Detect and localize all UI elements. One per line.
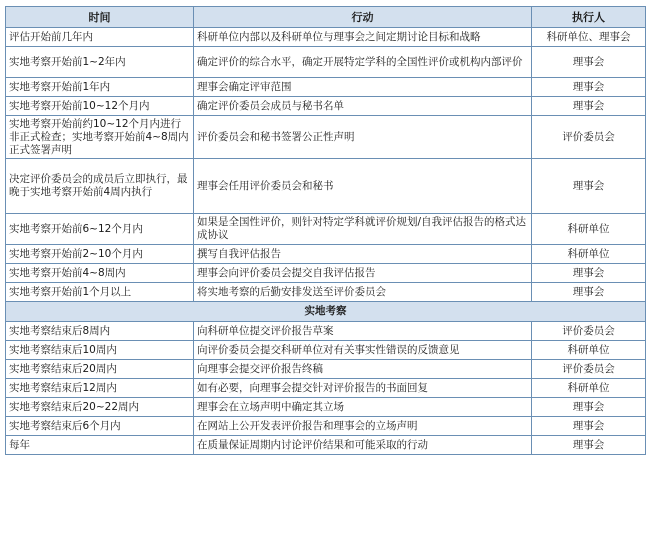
row-action-cell: 在网站上公开发表评价报告和理事会的立场声明 — [194, 417, 532, 436]
row-owner-cell: 理事会 — [532, 159, 646, 214]
row-time-cell: 实地考察结束后20周内 — [6, 360, 194, 379]
row-owner-cell: 科研单位 — [532, 214, 646, 245]
row-owner-cell: 科研单位 — [532, 245, 646, 264]
row-action-cell: 将实地考察的后勤安排发送至评价委员会 — [194, 283, 532, 302]
row-action-cell: 如果是全国性评价，则针对特定学科就评价规划/自我评估报告的格式达成协议 — [194, 214, 532, 245]
row-owner-cell: 理事会 — [532, 283, 646, 302]
row-time-cell: 实地考察开始前10~12个月内 — [6, 97, 194, 116]
section-title: 实地考察 — [6, 302, 646, 322]
row-time-cell: 每年 — [6, 436, 194, 455]
table-row — [6, 116, 646, 159]
row-action-cell: 理事会任用评价委员会和秘书 — [194, 159, 532, 214]
row-time-cell: 实地考察结束后8周内 — [6, 322, 194, 341]
row-action-cell: 理事会确定评审范围 — [194, 78, 532, 97]
row-action-cell: 评价委员会和秘书签署公正性声明 — [194, 116, 532, 159]
row-time-cell: 实地考察开始前2~10个月内 — [6, 245, 194, 264]
header-action: 行动 — [194, 7, 532, 28]
table-row — [6, 159, 646, 214]
row-action-cell: 确定评价的综合水平，确定开展特定学科的全国性评价或机构内部评价 — [194, 47, 532, 78]
table-row — [6, 78, 646, 97]
row-time-cell: 评估开始前几年内 — [6, 28, 194, 47]
row-time-cell: 实地考察开始前1~2年内 — [6, 47, 194, 78]
table-row — [6, 360, 646, 379]
row-action-cell: 向理事会提交评价报告终稿 — [194, 360, 532, 379]
row-time-cell: 实地考察结束后20~22周内 — [6, 398, 194, 417]
row-action-cell: 在质量保证周期内讨论评价结果和可能采取的行动 — [194, 436, 532, 455]
row-owner-cell: 评价委员会 — [532, 322, 646, 341]
table-row — [6, 283, 646, 302]
row-owner-cell: 理事会 — [532, 417, 646, 436]
table-row — [6, 379, 646, 398]
evaluation-timeline-table-container — [5, 6, 645, 455]
row-time-cell: 实地考察开始前6~12个月内 — [6, 214, 194, 245]
table-row — [6, 398, 646, 417]
row-owner-cell: 理事会 — [532, 78, 646, 97]
table-row — [6, 97, 646, 116]
row-owner-cell: 评价委员会 — [532, 360, 646, 379]
header-owner: 执行人 — [532, 7, 646, 28]
row-owner-cell: 评价委员会 — [532, 116, 646, 159]
row-action-cell: 撰写自我评估报告 — [194, 245, 532, 264]
row-action-cell: 理事会向评价委员会提交自我评估报告 — [194, 264, 532, 283]
row-time-cell: 实地考察开始前1年内 — [6, 78, 194, 97]
table-row — [6, 417, 646, 436]
row-owner-cell: 理事会 — [532, 47, 646, 78]
row-action-cell: 科研单位内部以及科研单位与理事会之间定期讨论目标和战略 — [194, 28, 532, 47]
row-action-cell: 如有必要，向理事会提交针对评价报告的书面回复 — [194, 379, 532, 398]
row-owner-cell: 科研单位 — [532, 341, 646, 360]
row-action-cell: 向科研单位提交评价报告草案 — [194, 322, 532, 341]
row-owner-cell: 科研单位、理事会 — [532, 28, 646, 47]
rows-before-site-visit — [6, 28, 646, 302]
header-time: 时间 — [6, 7, 194, 28]
row-action-cell: 向评价委员会提交科研单位对有关事实性错误的反馈意见 — [194, 341, 532, 360]
row-owner-cell: 科研单位 — [532, 379, 646, 398]
table-header-row — [6, 7, 646, 28]
row-owner-cell: 理事会 — [532, 436, 646, 455]
row-action-cell: 确定评价委员会成员与秘书名单 — [194, 97, 532, 116]
table-row — [6, 214, 646, 245]
row-action-cell: 理事会在立场声明中确定其立场 — [194, 398, 532, 417]
table-row — [6, 245, 646, 264]
row-owner-cell: 理事会 — [532, 398, 646, 417]
table-row — [6, 264, 646, 283]
table-row — [6, 436, 646, 455]
row-time-cell: 实地考察结束后10周内 — [6, 341, 194, 360]
section-row — [6, 302, 646, 322]
row-owner-cell: 理事会 — [532, 97, 646, 116]
row-time-cell: 实地考察开始前4~8周内 — [6, 264, 194, 283]
row-owner-cell: 理事会 — [532, 264, 646, 283]
row-time-cell: 实地考察结束后6个月内 — [6, 417, 194, 436]
row-time-cell: 实地考察开始前约10~12个月内进行非正式检查；实地考察开始前4~8周内正式签署声明 — [6, 116, 194, 159]
rows-after-site-visit — [6, 322, 646, 455]
table-row — [6, 341, 646, 360]
table-row — [6, 322, 646, 341]
row-time-cell: 实地考察开始前1个月以上 — [6, 283, 194, 302]
row-time-cell: 实地考察结束后12周内 — [6, 379, 194, 398]
evaluation-timeline-table — [5, 6, 646, 455]
row-time-cell: 决定评价委员会的成员后立即执行，最晚于实地考察开始前4周内执行 — [6, 159, 194, 214]
table-row — [6, 28, 646, 47]
table-row — [6, 47, 646, 78]
